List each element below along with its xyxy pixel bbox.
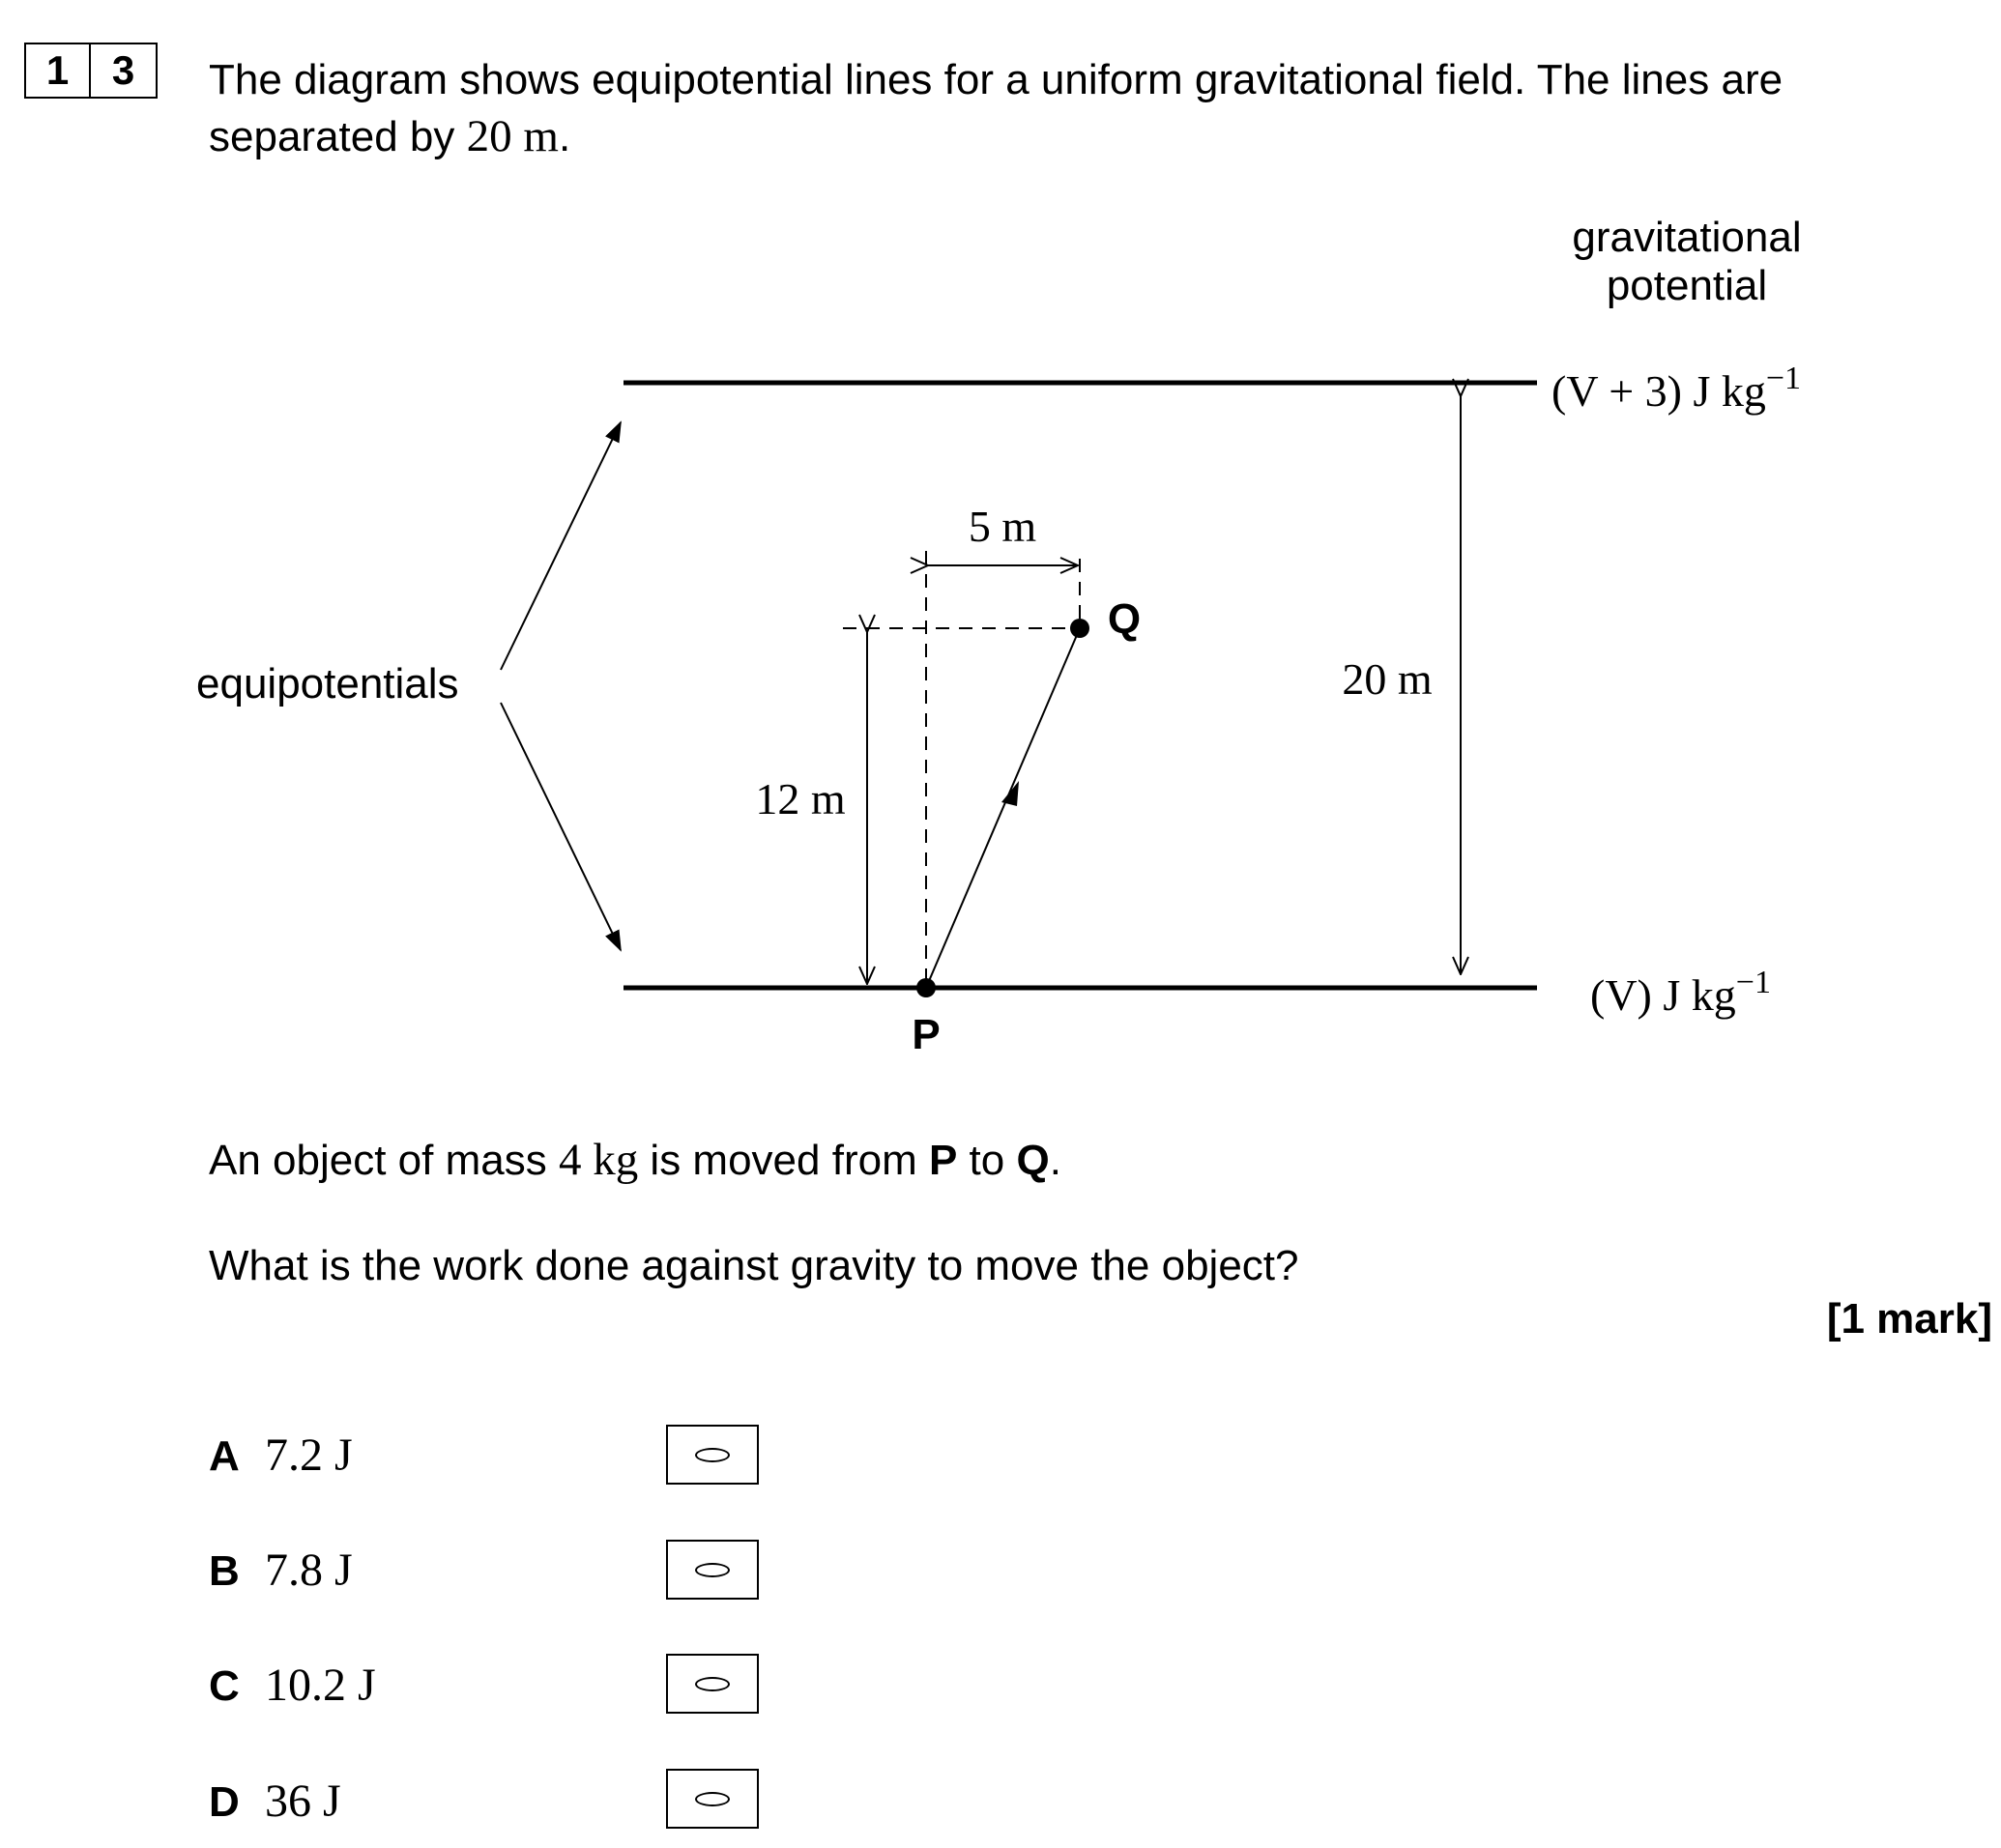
option-b <box>209 1544 353 1597</box>
point-p-dot <box>916 978 936 997</box>
mass-text-to: to <box>957 1137 1017 1184</box>
bottom-line-label <box>1590 965 1771 1020</box>
mass-point-p: P <box>928 1137 958 1184</box>
marks-label: [1 mark] <box>1826 1295 1992 1343</box>
mass-point-q: Q <box>1016 1137 1050 1184</box>
option-c-value: 10.2 J <box>265 1660 376 1711</box>
option-b-value: 7.8 J <box>265 1545 353 1596</box>
dimension-12m-label: 12 m <box>755 774 846 823</box>
option-a-oval-icon <box>695 1448 730 1462</box>
top-line-label-exponent: −1 <box>1765 361 1802 396</box>
bottom-line-label-exponent: −1 <box>1735 965 1771 1000</box>
option-c <box>209 1659 376 1712</box>
mass-text-2: is moved from <box>638 1137 929 1184</box>
point-p-label: P <box>912 1011 941 1058</box>
option-c-answer-box[interactable] <box>666 1654 759 1714</box>
option-b-letter: B <box>209 1547 240 1595</box>
option-d-letter: D <box>209 1778 240 1826</box>
option-c-oval-icon <box>695 1677 730 1691</box>
option-d-answer-box[interactable] <box>666 1769 759 1829</box>
path-direction-arrowhead <box>1001 781 1019 806</box>
option-d-oval-icon <box>695 1792 730 1806</box>
question-prompt: What is the work done against gravity to move the object? <box>209 1242 1299 1289</box>
dimension-5m-label: 5 m <box>968 502 1037 551</box>
option-a-value: 7.2 J <box>265 1429 353 1481</box>
mass-value: 4 kg <box>558 1135 639 1185</box>
path-p-to-q <box>926 628 1080 988</box>
stem-value: 20 m <box>466 111 559 161</box>
point-q-dot <box>1070 619 1089 638</box>
option-b-answer-box[interactable] <box>666 1540 759 1600</box>
stem-end: . <box>558 113 571 160</box>
mass-text-1: An object of mass <box>209 1137 559 1184</box>
potential-header-line2: potential <box>1606 262 1768 309</box>
mass-statement <box>209 1134 1061 1186</box>
equipotentials-label: equipotentials <box>196 660 459 707</box>
question-number-digit-1: 1 <box>24 43 91 99</box>
stem-text: The diagram shows equipotential lines for a uniform gravitational field. The lines are separated by <box>209 56 1784 160</box>
option-d-value: 36 J <box>265 1776 341 1827</box>
option-d <box>209 1775 341 1828</box>
top-line-label-text: (V + 3) J kg <box>1552 366 1766 416</box>
option-a-answer-box[interactable] <box>666 1425 759 1485</box>
mass-text-end: . <box>1049 1137 1061 1184</box>
pointer-arrow-top <box>501 422 621 670</box>
potential-header-line1: gravitational <box>1572 214 1802 261</box>
question-number-digit-2: 3 <box>91 43 158 99</box>
option-a <box>209 1429 353 1482</box>
top-line-label <box>1552 361 1801 416</box>
option-b-oval-icon <box>695 1563 730 1577</box>
bottom-line-label-text: (V) J kg <box>1590 970 1736 1020</box>
option-c-letter: C <box>209 1662 240 1710</box>
point-q-label: Q <box>1107 595 1142 643</box>
pointer-arrow-bottom <box>501 703 621 950</box>
option-a-letter: A <box>209 1432 240 1480</box>
dimension-20m-label: 20 m <box>1342 654 1433 704</box>
